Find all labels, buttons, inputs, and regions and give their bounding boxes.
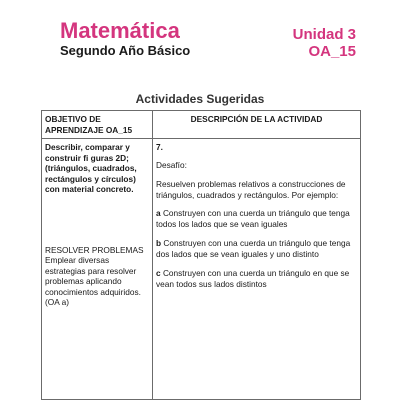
objective-text: Describir, comparar y construir fi guras 2D; (triángulos, cuadrados, rectángulos y círculos) con material concreto. <box>45 142 137 194</box>
item-text: Construyen con una cuerda un triángulo que tenga todos los lados que se vean iguales <box>156 208 350 229</box>
item-letter: c <box>156 268 161 278</box>
item-text: Construyen con una cuerda un triángulo en que se vean todos sus lados distintos <box>156 268 350 289</box>
resolver-body: Emplear diversas estrategias para resolver problemas aplicando conocimientos adquiridos. (OA a) <box>45 255 141 307</box>
description-column-header: DESCRIPCIÓN DE LA ACTIVIDAD <box>153 111 361 139</box>
resolver-title: RESOLVER PROBLEMAS <box>45 244 144 255</box>
objective-cell <box>42 139 153 400</box>
challenge-label: Desafío: <box>156 159 187 170</box>
activity-number: 7. <box>156 142 163 152</box>
list-item <box>156 238 357 259</box>
item-letter: a <box>156 208 161 218</box>
grade-label: Segundo Año Básico <box>60 43 191 58</box>
objective-code: OA_15 <box>308 43 356 60</box>
subject-title: Matemática <box>60 18 180 43</box>
list-item <box>156 208 357 229</box>
table-row <box>42 139 361 400</box>
table-header-row <box>42 111 361 139</box>
item-letter: b <box>156 238 162 248</box>
description-cell <box>153 139 361 400</box>
unit-label: Unidad 3 <box>292 26 356 43</box>
objective-column-header: OBJETIVO DE APRENDIZAJE OA_15 <box>42 111 153 139</box>
item-text: Construyen con una cuerda un triángulo que tenga dos lados que se vean iguales y uno distinto <box>156 238 351 259</box>
activities-table <box>41 110 361 400</box>
list-item <box>156 268 357 289</box>
activity-intro: Resuelven problemas relativos a construcciones de triángulos, cuadrados y rectángulos. Por ejemplo: <box>156 179 346 200</box>
section-title: Actividades Sugeridas <box>135 92 265 106</box>
